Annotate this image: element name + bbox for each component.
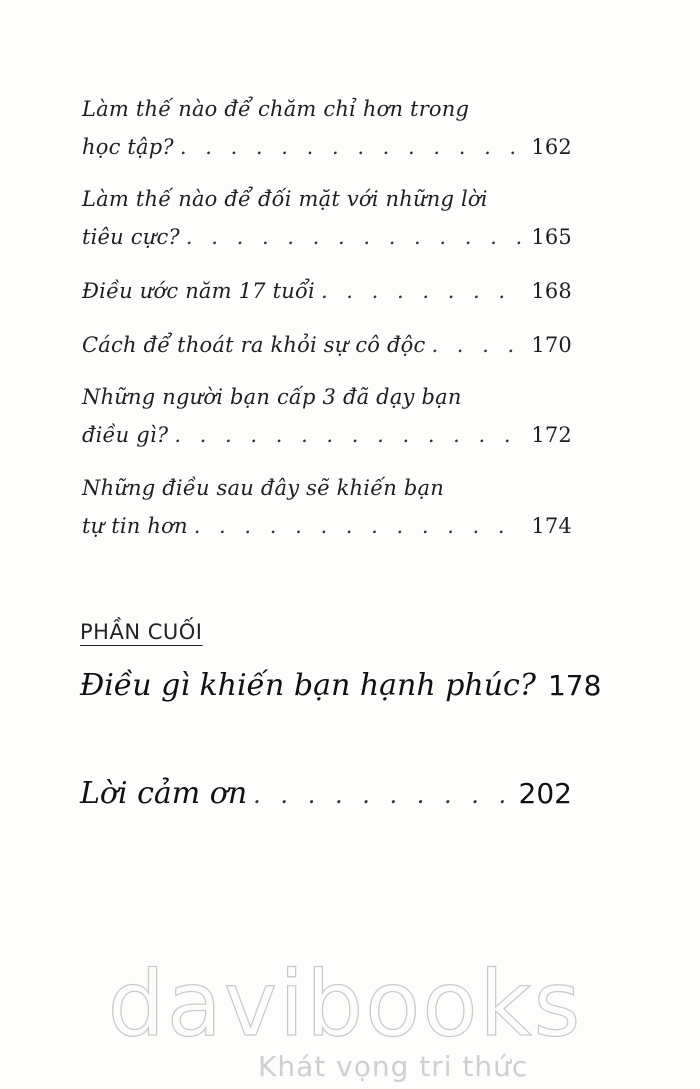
toc-entry-title-end: học tập?: [82, 135, 174, 159]
toc-page-number: 168: [531, 279, 572, 303]
toc-entry-leader-line: [82, 279, 572, 309]
dot-leader: [180, 135, 525, 159]
toc-page-number: 174: [531, 514, 572, 538]
toc-entry-title-line: [82, 187, 572, 217]
toc-final-entry-line: [80, 668, 602, 708]
toc-entry-title: Những điều sau đây sẽ khiến bạn: [82, 476, 445, 500]
watermark-brand: davibooks: [107, 952, 583, 1057]
dot-leader: [194, 514, 526, 538]
toc-entry: [82, 385, 572, 453]
toc-entry-title-end: tiêu cực?: [82, 225, 180, 249]
toc-entry-title: Điều ước năm 17 tuổi: [82, 279, 315, 303]
toc-entry: [82, 333, 572, 363]
toc-entry: [82, 476, 572, 544]
toc-final-entry: [80, 668, 602, 708]
toc-entry-title: Làm thế nào để chăm chỉ hơn trong: [82, 97, 470, 121]
publisher-watermark: [0, 952, 700, 1083]
toc-entry-leader-line: [82, 333, 572, 363]
toc-page-number: 172: [531, 423, 572, 447]
toc-page-number: 170: [531, 333, 572, 357]
dot-leader: [174, 423, 525, 447]
toc-final-entry-title: Lời cảm ơn: [80, 776, 248, 811]
toc-entry-title: Những người bạn cấp 3 đã dạy bạn: [82, 385, 462, 409]
dot-leader: [321, 279, 525, 303]
toc-page-number: 165: [531, 225, 572, 249]
toc-entry-title-end: tự tin hơn: [82, 514, 188, 538]
toc-entry-title: Cách để thoát ra khỏi sự cô độc: [82, 333, 426, 357]
toc-page-number: 162: [531, 135, 572, 159]
toc-entry-title-end: điều gì?: [82, 423, 169, 447]
toc-entry-title: Làm thế nào để đối mặt với những lời: [82, 187, 488, 211]
toc-final-entry: [80, 776, 572, 816]
toc-entry-leader-line: [82, 225, 572, 255]
toc-entry: [82, 279, 572, 309]
dot-leader: [253, 781, 512, 809]
watermark-tagline: Khát vọng tri thức: [258, 1050, 529, 1083]
toc-entry-title-line: [82, 97, 572, 127]
section-heading: PHẦN CUỐI: [80, 620, 203, 644]
toc-entry-leader-line: [82, 423, 572, 453]
toc-page-number: 178: [547, 669, 602, 702]
toc-entry: [82, 187, 572, 255]
dot-leader: [431, 333, 525, 357]
dot-leader: [186, 225, 525, 249]
toc-page-number: 202: [518, 777, 572, 810]
toc-entry-leader-line: [82, 514, 572, 544]
toc-entry-leader-line: [82, 135, 572, 165]
toc-entry: [82, 97, 572, 165]
toc-entry-title-line: [82, 476, 572, 506]
toc-final-entry-line: [80, 776, 572, 816]
toc-entry-title-line: [82, 385, 572, 415]
toc-final-entry-title: Điều gì khiến bạn hạnh phúc?: [80, 668, 536, 703]
